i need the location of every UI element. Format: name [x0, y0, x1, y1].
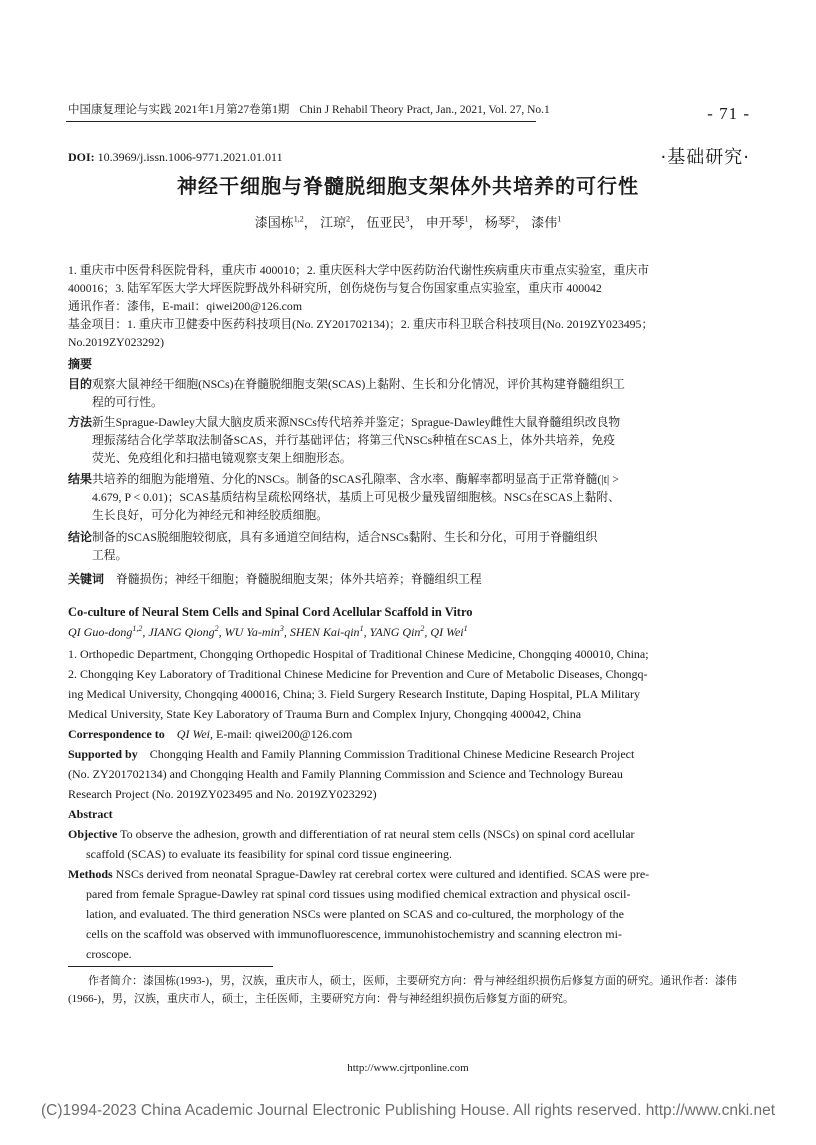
footnote-line: 作者简介：漆国栋(1993-)，男，汉族，重庆市人，硕士，医师，主要研究方向：骨与神经组织损伤后修复方面的研究。通讯作者：漆伟 [88, 975, 737, 987]
footnote-line: (1966-)，男，汉族，重庆市人，硕士，主任医师，主要研究方向：骨与神经组织损伤后修复方面的研究。 [68, 993, 574, 1005]
objective-en-label: Objective [68, 827, 118, 841]
author-cn: 杨琴$^2$ [484, 214, 515, 230]
affiliation-cn-line: 1. 重庆市中医骨科医院骨科，重庆市 400010；2. 重庆医科大学中医药防治代谢性疾病重庆市重点实验室，重庆市 [68, 263, 649, 277]
objective-en: Objective To observe the adhesion, growth and differentiation of rat neural stem cells (NSCs) on spinal cord acellular [68, 827, 635, 841]
title-cn: 神经干细胞与脊髓脱细胞支架体外共培养的可行性 [177, 174, 639, 198]
author-en: QI Guo-dong$^{1,2}$ [68, 624, 143, 639]
objective-en-cont: scaffold (SCAS) to evaluate its feasibility for spinal cord tissue engineering. [86, 847, 453, 861]
authors-en: QI Guo-dong$^{1,2}$, JIANG Qiong$^2$, WU $Ya-\min^3$, SHEN Kai-qin$^1$, YANG Qin$^2$, QI Wei$^1$ [68, 624, 468, 639]
section-label: ·基础研究· [660, 147, 750, 168]
author-en: SHEN Kai-qin$^1$ [289, 624, 364, 639]
keywords-cn-label: 关键词 [68, 572, 105, 586]
methods-cn-text: 新生Sprague-Dawley大鼠大脑皮质来源NSCs传代培养并鉴定；Sprague-Dawley雌性大鼠脊髓组织改良物 理振荡结合化学萃取法制备SCAS，并行基础评估；将第三代NSCs种植在SCAS上，体外共培养，免疫 荧光、免疫组化和扫描电镜观察支架上细胞形态。 [92, 415, 621, 465]
methods-en-cont: lation, and evaluated. The third generation NSCs were planted on SCAS and co-cultured, the morphology of the [86, 907, 624, 921]
doi-value: 10.3969/j.issn.1006-9771.2021.01.011 [94, 150, 283, 164]
correspondence-cn: 通讯作者：漆伟，E-mail：qiwei200@126.com [68, 299, 302, 313]
affiliation-en-line: Medical University, State Key Laboratory of Trauma Burn and Complex Injury, Chongqing 400042, China [68, 707, 582, 721]
affiliation-en-line: 1. Orthopedic Department, Chongqing Orthopedic Hospital of Traditional Chinese Medicine, Chongqing 400010, China; [68, 647, 649, 661]
author-en: WU $Ya-\min^3$ [224, 624, 284, 639]
doi-label: DOI: [68, 150, 95, 164]
author-en: YANG Qin$^2$ [369, 624, 425, 639]
methods-en: Methods NSCs derived from neonatal Sprague-Dawley rat cerebral cortex were cultured and identified. SCAS were pre- [68, 867, 650, 881]
supported-line: (No. ZY201702134) and Chongqing Health and Family Planning Commission and Science and Technology Bureau [68, 767, 623, 781]
supported-line: Research Project (No. 2019ZY023495 and No. 2019ZY023292) [68, 787, 377, 801]
author-cn: 申开琴$^1$ [425, 214, 469, 230]
copyright-watermark: (C)1994-2023 China Academic Journal Electronic Publishing House. All rights reserved. http://www.cnki.net [40, 1102, 776, 1119]
abstract-en-heading: Abstract [68, 807, 113, 821]
conclusion-cn-label: 结论 [68, 530, 93, 544]
correspondence-label: Correspondence to [68, 727, 165, 741]
correspondence-email: E-mail: qiwei200@126.com [213, 727, 353, 741]
results-cn-label: 结果 [68, 472, 93, 486]
objective-cn-label: 目的 [68, 377, 93, 391]
title-en: Co-culture of Neural Stem Cells and Spinal Cord Acellular Scaffold in Vitro [68, 605, 473, 619]
keywords-cn-text: 脊髓损伤；神经干细胞；脊髓脱细胞支架；体外共培养；脊髓组织工程 [116, 572, 482, 586]
methods-cn-label: 方法 [68, 415, 93, 429]
author-cn: 伍亚民$^3$ [366, 214, 410, 230]
affiliation-en-line: ing Medical University, Chongqing 400016, China; 3. Field Surgery Research Institute, Daping Hospital, PLA Military [68, 687, 640, 701]
affiliation-en-line: 2. Chongqing Key Laboratory of Traditional Chinese Medicine for Prevention and Cure of Metabolic Diseases, Chongq- [68, 667, 648, 681]
funding-cn-cont: No.2019ZY023292) [68, 335, 165, 349]
author-en: QI Wei$^1$ [430, 624, 468, 639]
running-header [68, 101, 550, 117]
results-cn-text: 共培养的细胞为能增殖、分化的NSCs。制备的SCAS孔隙率、含水率、酶解率都明显高于正常脊髓(|t| > 4.679, P < 0.01)；SCAS基质结构呈疏松网络状，基质上可见极少量残留细胞核。NSCs在SCAS上黏附、 生长良好，可分化为神经元和神经胶质细胞。 [92, 472, 620, 522]
methods-en-label: Methods [68, 867, 113, 881]
conclusion-cn-text: 制备的SCAS脱细胞较彻底，具有多通道空间结构，适合NSCs黏附、生长和分化，可用于脊髓组织 工程。 [92, 530, 598, 562]
affiliation-cn-line: 400016；3. 陆军军医大学大坪医院野战外科研究所，创伤烧伤与复合伤国家重点实验室，重庆市 400042 [68, 281, 602, 295]
doi [68, 150, 283, 165]
funding-cn: 基金项目：1. 重庆市卫健委中医药科技项目(No. ZY201702134)；2. 重庆市科卫联合科技项目(No. 2019ZY023495； [68, 317, 654, 331]
footer-url: http://www.cjrtponline.com [347, 1062, 469, 1074]
journal-name-cn: 中国康复理论与实践 2021年1月第27卷第1期 [68, 104, 290, 116]
footnote-rule [68, 966, 273, 967]
header-rule [66, 121, 536, 122]
page-number: - 71 - [707, 104, 750, 123]
methods-en-cont: cells on the scaffold was observed with immunofluorescence, immunohistochemistry and scanning electron mi- [86, 927, 622, 941]
supported-label: Supported by [68, 747, 138, 761]
author-en: JIANG Qiong$^2$ [148, 624, 219, 639]
author-cn: 江琼$^2$ [320, 214, 351, 230]
author-cn: 漆国栋$^{1,2}$ [254, 214, 304, 230]
methods-en-cont: croscope. [86, 947, 132, 961]
methods-en-cont: pared from female Sprague-Dawley rat spinal cord tissues using modified chemical extraction and physical oscil- [86, 887, 631, 901]
authors-cn: 漆国栋$^{1,2}$， 江琼$^2$， 伍亚民$^3$， 申开琴$^1$， 杨琴$^2$， 漆伟$^1$ [254, 214, 562, 230]
abstract-cn-heading: 摘要 [68, 357, 93, 371]
journal-name-en: Chin J Rehabil Theory Pract, Jan., 2021, Vol. 27, No.1 [299, 104, 550, 116]
supported-by: Supported by Chongqing Health and Family Planning Commission Traditional Chinese Medicine Research Project [68, 747, 635, 761]
objective-cn-text: 观察大鼠神经干细胞(NSCs)在脊髓脱细胞支架(SCAS)上黏附、生长和分化情况，评价其构建脊髓组织工 程的可行性。 [92, 377, 625, 409]
correspondence-name: QI Wei, [176, 727, 213, 741]
correspondence-en [68, 725, 352, 744]
author-cn: 漆伟$^1$ [531, 214, 562, 230]
